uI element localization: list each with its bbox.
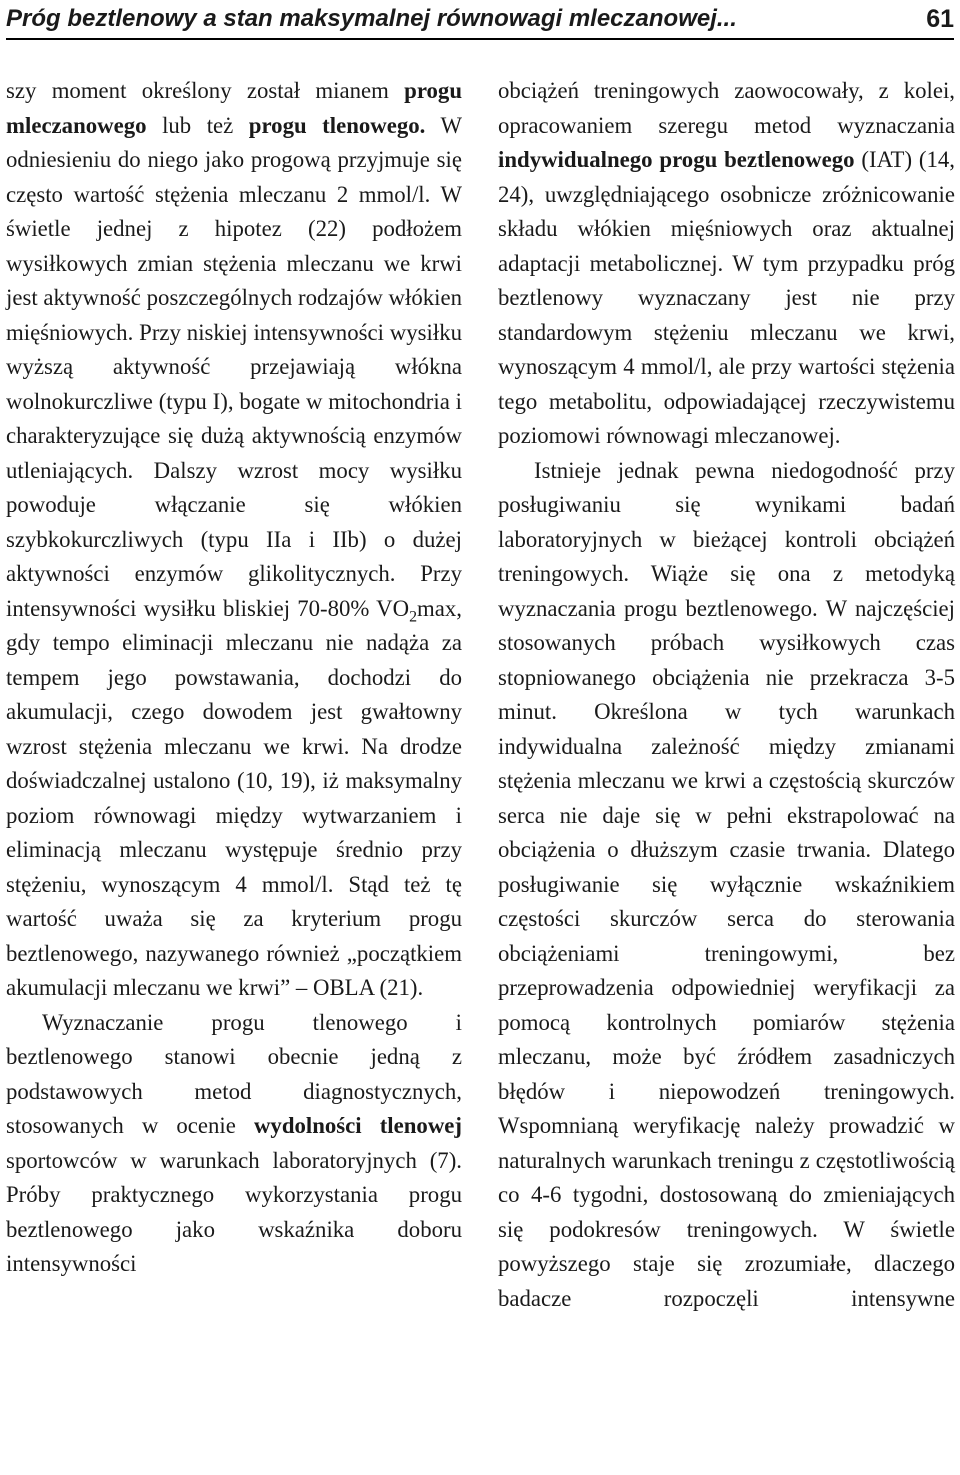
right-paragraph-2: Istnieje jednak pewna niedogodność przy posługiwaniu się wynikami badań laboratoryjnych w bieżącej kontroli obciążeń treningowych. Wiąże się ona z metodyką wyznaczania progu beztlenowego. W najczęściej stosowanych próbach wysiłkowych czas stopniowanego obciążenia nie przekracza 3-5 minut. Określona w tych warunkach indywidualna zależność między zmianami stężenia mleczanu we krwi a częstością skurczów serca nie daje się w pełni ekstrapolować na obciążenia o dłuższym czasie trwania. Dlatego posługiwanie się wyłącznie wskaźnikiem częstości skurczów serca do sterowania obciążeniami treningowymi, bez przeprowadzenia odpowiedniej weryfikacji za pomocą kontrolnych pomiarów stężenia mleczanu, może być źródłem zasadniczych błędów i niepowodzeń treningowych. Wspomnianą weryfikację należy prowadzić w naturalnych warunkach treningu z częstotliwością co 4-6 tygodni, dostosowaną do zmieniających się podokresów treningowych. W świetle powyższego staje się zrozumiałe, dlaczego badacze rozpoczęli intensywne xyxy=(498,457,955,1311)
subscript-2: 2 xyxy=(409,608,418,626)
term-indywidualnego-progu-beztlenowego: indywidualnego progu beztlenowego xyxy=(498,147,855,172)
right-paragraph-1 xyxy=(498,74,955,454)
text-span: Wyznaczanie progu tlenowego i beztlenowego stanowi obecnie jedną z podstawowych metod diagnostycznych, stosowanych w ocenie xyxy=(6,1009,462,1138)
right-column xyxy=(498,74,955,1316)
text-span: (IAT) (14, 24), uwzględniającego osobnicze zróżnicowanie składu włókien mięśniowych oraz aktualnej adaptacji metabolicznej. W tym przypadku próg beztlenowy wyznaczany jest nie przy standardowym stężeniu mleczanu we krwi, wynoszącym 4 mmol/l, ale przy wartości stężenia tego metabolitu, odpowiadającej rzeczywistemu poziomowi równowagi mleczanowej. xyxy=(498,147,955,448)
term-wydolnosci-tlenowej: wydolności tlenowej xyxy=(253,1113,462,1138)
text-span: szy moment określony został mianem xyxy=(6,78,389,103)
running-title: Próg beztlenowy a stan maksymalnej równowagi mleczanowej... xyxy=(6,5,737,32)
left-column xyxy=(6,74,462,1282)
text-span: lub też xyxy=(162,112,234,138)
term-progu-tlenowego: progu tlenowego. xyxy=(248,112,426,138)
text-span: obciążeń treningowych zaowocowały, z kolei, opracowaniem szeregu metod wyznaczania xyxy=(498,78,955,138)
page-number: 61 xyxy=(926,4,954,33)
text-span: max, gdy tempo eliminacji mleczanu nie nadąża za tempem jego powstawania, dochodzi do akumulacji, czego dowodem jest gwałtowny wzrost stężenia mleczanu we krwi. Na drodze doświadczalnej ustalono (10, 19), iż maksymalny poziom równowagi między wytwarzaniem i eliminacją mleczanu występuje średnio przy stężeniu, wynoszącym 4 mmol/l. Stąd też tę wartość uważa się za kryterium progu beztlenowego, nazywanego również „początkiem akumulacji mleczanu we krwi” – OBLA (21). xyxy=(6,595,462,1000)
text-span: W odniesieniu do niego jako progową przyjmuje się często wartość stężenia mleczanu 2 mmol/l. W świetle jednej z hipotez (22) podłożem wysiłkowych zmian stężenia mleczanu we krwi jest aktywność poszczególnych rodzajów włókien mięśniowych. Przy niskiej intensywności wysiłku wyższą aktywność przejawiają włókna wolnokurczliwe (typu I), bogate w mitochondria i charakteryzujące się dużą aktywnością enzymów utleniających. Dalszy wzrost mocy wysiłku powoduje włączanie się włókien szybkokurczliwych (typu IIa i IIb) o dużej aktywności enzymów glikolitycznych. Przy intensywności wysiłku bliskiej 70-80% VO xyxy=(6,112,463,621)
left-paragraph-1 xyxy=(6,74,462,1006)
text-span: sportowców w warunkach laboratoryjnych (7). Próby praktycznego wykorzystania progu beztlenowego jako wskaźnika doboru intensywności xyxy=(6,1147,462,1276)
left-paragraph-2 xyxy=(6,1006,462,1282)
term-progu-mleczanowego: progu mleczanowego xyxy=(6,78,463,138)
running-header xyxy=(6,0,954,40)
